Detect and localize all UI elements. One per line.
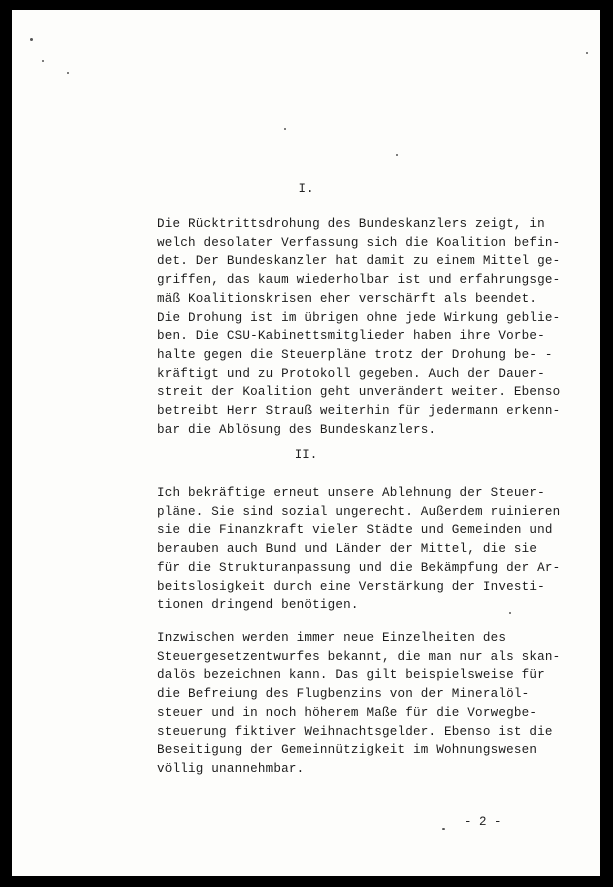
scan-speck	[30, 38, 33, 41]
text-line: tionen dringend benötigen.	[157, 598, 359, 613]
section-heading-1: I.	[298, 182, 314, 196]
paragraph-2	[157, 484, 561, 615]
text-line: für die Strukturanpassung und die Bekämpfung der Ar-	[157, 560, 561, 575]
scan-speck	[586, 52, 588, 54]
text-line: Ich bekräftige erneut unsere Ablehnung der Steuer-	[157, 486, 545, 500]
text-line: Die Drohung ist im übrigen ohne jede Wirkung geblie-	[157, 310, 561, 325]
text-line: völlig unannehmbar.	[157, 761, 305, 776]
text-line: Inzwischen werden immer neue Einzelheiten des	[157, 631, 507, 645]
page-number: - 2 -	[464, 815, 502, 829]
text-line: betreibt Herr Strauß weiterhin für jedermann erkenn-	[157, 404, 561, 419]
text-line: kräftigt und zu Protokoll gegeben. Auch der Dauer-	[157, 366, 545, 381]
text-line: Die Rücktrittsdrohung des Bundeskanzlers zeigt, in	[157, 217, 545, 231]
scan-speck	[67, 72, 69, 74]
text-line: ben. Die CSU-Kabinettsmitglieder haben ihre Vorbe-	[157, 329, 545, 344]
text-line: die Befreiung des Flugbenzins von der Mineralöl-	[157, 687, 530, 702]
text-line: det. Der Bundeskanzler hat damit zu einem Mittel ge-	[157, 254, 561, 269]
text-line: halte gegen die Steuerpläne trotz der Drohung be- -	[157, 347, 553, 362]
text-line: steuer und in noch höherem Maße für die Vorwegbe-	[157, 705, 538, 720]
text-line: bar die Ablösung des Bundeskanzlers.	[157, 422, 437, 437]
scan-speck	[396, 154, 398, 156]
text-line: steuerung fiktiver Weihnachtsgelder. Ebenso ist die	[157, 724, 553, 739]
paragraph-1	[157, 215, 561, 439]
paragraph-3	[157, 629, 561, 779]
text-line: beitslosigkeit durch eine Verstärkung der Investi-	[157, 579, 545, 594]
text-line: berauben auch Bund und Länder der Mittel, die sie	[157, 542, 538, 557]
scan-speck	[442, 828, 445, 830]
text-line: Beseitigung der Gemeinnützigkeit im Wohnungswesen	[157, 743, 538, 758]
scan-speck	[284, 128, 286, 130]
text-line: mäß Koalitionskrisen eher verschärft als beendet.	[157, 291, 538, 306]
text-line: Steuergesetzentwurfes bekannt, die man nur als skan-	[157, 649, 561, 664]
text-line: griffen, das kaum wiederholbar ist und erfahrungsge-	[157, 273, 561, 288]
text-line: dalös bezeichnen kann. Das gilt beispielsweise für	[157, 668, 545, 683]
scan-speck	[42, 60, 44, 62]
text-line: sie die Finanzkraft vieler Städte und Gemeinden und	[157, 523, 553, 538]
text-line: pläne. Sie sind sozial ungerecht. Außerdem ruinieren	[157, 504, 561, 519]
section-heading-2: II.	[294, 448, 318, 462]
text-line: streit der Koalition geht unverändert weiter. Ebenso	[157, 385, 561, 400]
document-page	[12, 10, 600, 876]
text-line: welch desolater Verfassung sich die Koalition befin-	[157, 235, 561, 250]
